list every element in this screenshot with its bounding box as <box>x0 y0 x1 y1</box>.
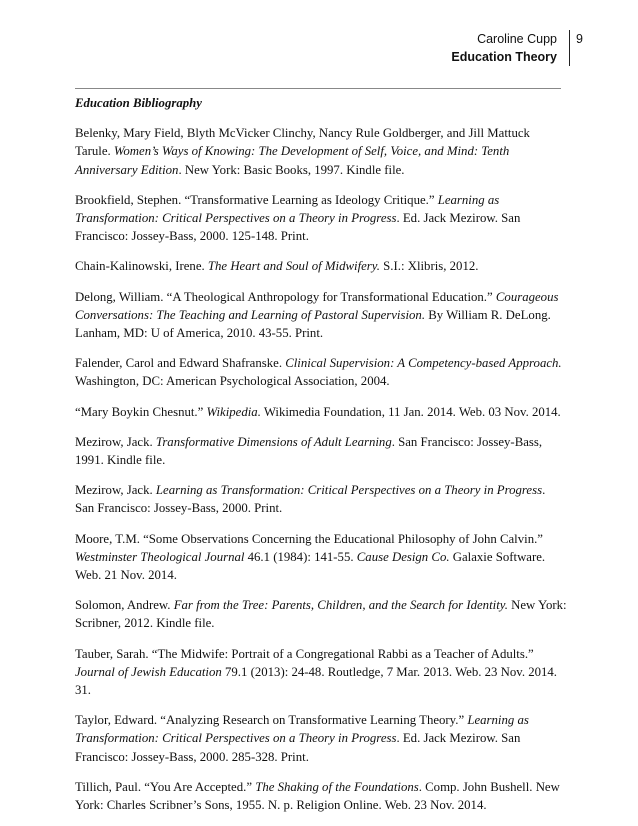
entry-text: By William R. DeLong. Lanham, MD: U of America, 2010. 43-55. Print. <box>75 307 551 341</box>
entry-text: Falender, Carol and Edward Shafranske. <box>75 356 286 371</box>
entry-text: . Ed. Jack Mezirow. San Francisco: Jossey-Bass, 2000. 285-328. Print. <box>75 731 521 764</box>
entry-title: Learning as Transformation: Critical Perspectives on a Theory in Progress <box>75 192 500 226</box>
entry-text: . Comp. John Bushell. New York: Charles Scribner’s Sons, 1955. N. p. Religion Online. Web. 23 Nov. 2014. <box>75 779 560 813</box>
bibliography-entry <box>75 433 567 469</box>
entry-title: Wikipedia. <box>206 404 261 419</box>
entry-title: Women’s Ways of Knowing: The Development of Self, Voice, and Mind: Tenth Anniversary Edition <box>75 144 510 177</box>
entry-text: Brookfield, Stephen. “Transformative Learning as Ideology Critique.” <box>75 192 438 207</box>
bibliography <box>75 94 567 826</box>
entry-text: 46.1 (1984): 141-55. <box>244 549 357 564</box>
entry-text: . San Francisco: Jossey-Bass, 2000. Print. <box>75 483 546 516</box>
entry-text: Taylor, Edward. “Analyzing Research on Transformative Learning Theory.” <box>75 713 468 728</box>
bibliography-entry <box>75 257 567 275</box>
bibliography-entry <box>75 530 567 585</box>
entry-text: 79.1 (2013): 24-48. Routledge, 7 Mar. 2013. Web. 23 Nov. 2014. 31. <box>75 664 558 698</box>
entry-text: . New York: Basic Books, 1997. Kindle file. <box>178 162 405 177</box>
entry-text: Solomon, Andrew. <box>75 598 174 613</box>
entry-title: Cause Design Co. <box>356 549 450 564</box>
entry-text: Belenky, Mary Field, Blyth McVicker Clinchy, Nancy Rule Goldberger, and Jill Mattuck Tarule. <box>75 126 530 159</box>
header-author: Caroline Cupp <box>477 32 557 46</box>
entry-title: Westminster Theological Journal <box>75 549 245 564</box>
bibliography-entry <box>75 124 567 179</box>
running-header <box>451 30 570 66</box>
bibliography-entry <box>75 403 567 421</box>
entry-title: Journal of Jewish Education <box>75 664 222 679</box>
entry-title: Clinical Supervision: A Competency-based Approach. <box>285 356 562 371</box>
entry-title: The Shaking of the Foundations <box>255 779 419 794</box>
bibliography-entry <box>75 354 567 390</box>
entry-text: Moore, T.M. “Some Observations Concerning the Educational Philosophy of John Calvin.” <box>75 531 543 546</box>
bibliography-entry <box>75 288 567 343</box>
entry-title: Learning as Transformation: Critical Perspectives on a Theory in Progress <box>75 713 529 746</box>
entry-title: The Heart and Soul of Midwifery. <box>207 259 380 274</box>
entry-text: . Ed. Jack Mezirow. San Francisco: Jossey-Bass, 2000. 125-148. Print. <box>75 211 521 244</box>
entry-title: Courageous Conversations: The Teaching and Learning of Pastoral Supervision. <box>75 289 559 322</box>
bibliography-entry <box>75 778 567 814</box>
bibliography-entry <box>75 645 567 700</box>
entry-text: Galaxie Software. Web. 21 Nov. 2014. <box>75 549 546 583</box>
entry-text: Tillich, Paul. “You Are Accepted.” <box>75 779 256 794</box>
entry-text: Delong, William. “A Theological Anthropology for Transformational Education.” <box>75 289 496 304</box>
bibliography-entry <box>75 191 567 246</box>
entry-text: . San Francisco: Jossey-Bass, 1991. Kindle file. <box>75 434 543 468</box>
page-number: 9 <box>576 32 583 46</box>
bibliography-entry <box>75 711 567 766</box>
entry-text: S.I.: Xlibris, 2012. <box>379 259 479 274</box>
header-divider <box>75 88 561 89</box>
bibliography-entry <box>75 596 567 632</box>
entry-text: Wikimedia Foundation, 11 Jan. 2014. Web. 03 Nov. 2014. <box>260 404 561 419</box>
entry-text: Washington, DC: American Psychological Association, 2004. <box>75 374 390 389</box>
entry-text: “Mary Boykin Chesnut.” <box>75 404 207 419</box>
entry-text: Mezirow, Jack. <box>75 434 156 449</box>
entry-text: Mezirow, Jack. <box>75 483 156 498</box>
entry-title: Transformative Dimensions of Adult Learning <box>155 434 392 449</box>
header-course: Education Theory <box>451 50 557 64</box>
bibliography-list <box>75 124 567 814</box>
entry-text: Chain-Kalinowski, Irene. <box>75 259 208 274</box>
section-heading: Education Bibliography <box>75 96 202 110</box>
entry-text: New York: Scribner, 2012. Kindle file. <box>75 598 567 631</box>
entry-text: Tauber, Sarah. “The Midwife: Portrait of a Congregational Rabbi as a Teacher of Adults.” <box>75 646 534 661</box>
bibliography-entry <box>75 481 567 517</box>
entry-title: Learning as Transformation: Critical Perspectives on a Theory in Progress <box>155 483 543 498</box>
entry-title: Far from the Tree: Parents, Children, and the Search for Identity. <box>173 598 508 613</box>
